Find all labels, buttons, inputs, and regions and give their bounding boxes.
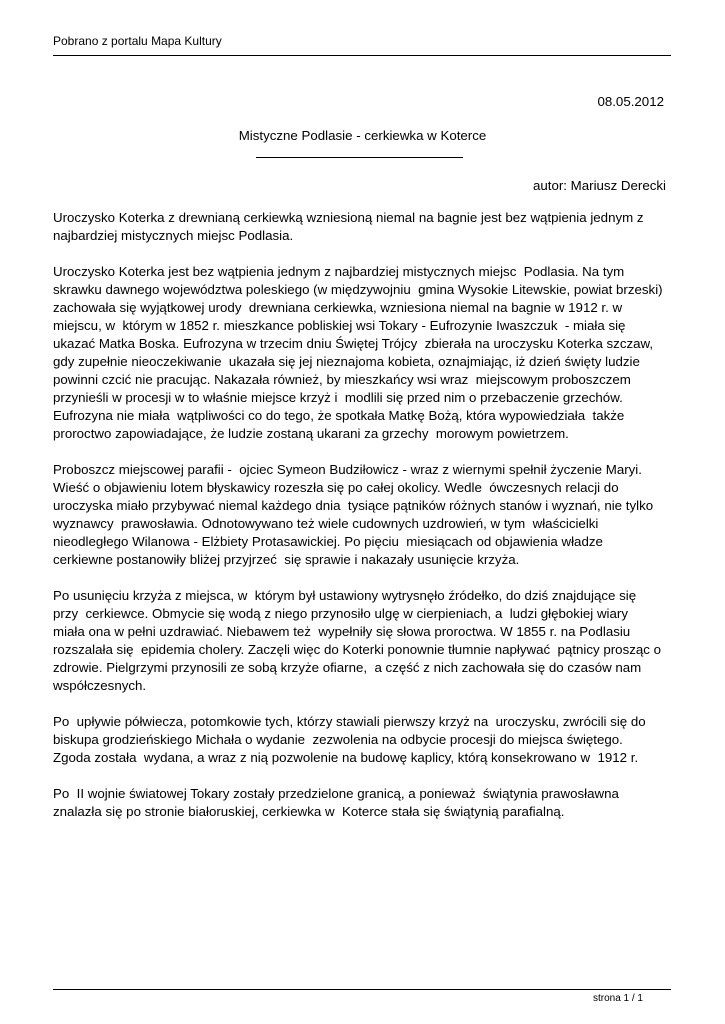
document-title: Mistyczne Podlasie - cerkiewka w Koterce: [238, 128, 487, 143]
paragraph: [53, 713, 675, 767]
paragraph: [53, 785, 675, 821]
paragraph-line: przy cerkiewce. Obmycie się wodą z niego przynosiło ulgę w cierpieniach, a ludzi głębokiej wiary: [53, 606, 628, 621]
paragraph: [53, 263, 675, 443]
document-date: 08.05.2012: [597, 94, 664, 109]
paragraph-line: miała ona w pełni uzdrawiać. Niebawem też wypełniły się słowa proroctwa. W 1855 r. na Podlasiu: [53, 624, 631, 639]
paragraph-line: Eufrozyna nie miała wątpliwości co do tego, że spotkała Matkę Bożą, która wypowiedziała także: [53, 408, 625, 423]
paragraph-line: Po upływie półwiecza, potomkowie tych, którzy stawiali pierwszy krzyż na uroczysku, zwrócili się do: [53, 714, 646, 729]
paragraph-line: uroczyska miało przybywać niemal każdego dnia tysiące pątników różnych stanów i wyznań, nie tylko: [53, 498, 654, 513]
paragraph-line: Po II wojnie światowej Tokary zostały przedzielone granicą, a ponieważ świątynia prawosławna: [53, 786, 619, 801]
paragraph-line: Proboszcz miejscowej parafii - ojciec Symeon Budziłowicz - wraz z wiernymi spełnił życzenie Maryi.: [53, 462, 642, 477]
paragraph-line: skrawku dawnego województwa poleskiego (w międzywojniu gmina Wysokie Litewskie, powiat brzeski): [53, 282, 663, 297]
page-header-source: Pobrano z portalu Mapa Kultury: [53, 34, 222, 48]
paragraph-line: nieodległego Wilanowa - Elżbiety Protasawickiej. Po pięciu miesiącach od objawienia władze: [53, 534, 603, 549]
document-author: autor: Mariusz Derecki: [532, 178, 666, 193]
paragraph-line: rozszalała się epidemia cholery. Zaczęli więc do Koterki ponownie tłumnie napływać pątnicy prosząc o: [53, 642, 662, 657]
paragraph-line: Zgoda została wydana, a wraz z nią pozwolenie na budowę kaplicy, którą konsekrowano w 1912 r.: [53, 750, 639, 765]
paragraph-line: ukazać Matka Boska. Eufrozyna w trzecim dniu Świętej Trójcy zbierała na uroczysku Koterka szczaw,: [53, 336, 654, 351]
paragraph-line: współczesnych.: [53, 678, 147, 693]
paragraph-line: proroctwo zapowiadające, że ludzie zostaną ukarani za grzechy morowym powietrzem.: [53, 426, 569, 441]
footer-divider: [53, 989, 671, 990]
paragraph-line: gdy zupełnie nieoczekiwanie ukazała się jej nieznajoma kobieta, oznajmiając, iż dzień święty ludzie: [53, 354, 640, 369]
paragraph-line: wyznawcy prawosławia. Odnotowywano też wiele cudownych uzdrowień, w tym właścicielki: [53, 516, 599, 531]
paragraph-line: miejscu, w którym w 1852 r. mieszkance pobliskiej wsi Tokary - Eufrozynie Iwaszczuk - miała się: [53, 318, 626, 333]
paragraph-line: zdrowie. Pielgrzymi przynosili ze sobą krzyże ofiarne, a część z nich zachowała się do czasów nam: [53, 660, 642, 675]
title-underline: [256, 157, 463, 158]
header-divider: [53, 55, 671, 56]
paragraph-line: Uroczysko Koterka jest bez wątpienia jednym z najbardziej mistycznych miejsc Podlasia. Na tym: [53, 264, 625, 279]
article-body: [53, 209, 675, 839]
paragraph: [53, 209, 675, 245]
paragraph: [53, 587, 675, 695]
paragraph-line: Wieść o objawieniu lotem błyskawicy rozeszła się po całej okolicy. Wedle ówczesnych relacji do: [53, 480, 619, 495]
paragraph-line: cerkiewne postanowiły bliżej przyjrzeć się sprawie i nakazały usunięcie krzyża.: [53, 552, 520, 567]
paragraph-line: Po usunięciu krzyża z miejsca, w którym był ustawiony wytrysnęło źródełko, do dziś znajdujące się: [53, 588, 637, 603]
paragraph-line: najbardziej mistycznych miejsc Podlasia.: [53, 228, 294, 243]
paragraph-line: przynieśli w procesji w to właśnie miejsce krzyż i modlili się przed nim o przebaczenie grzechów.: [53, 390, 623, 405]
paragraph-line: biskupa grodzieńskiego Michała o wydanie zezwolenia na odbycie procesji do miejsca świętego.: [53, 732, 623, 747]
paragraph-line: zachowała się wyjątkowej urody drewniana cerkiewka, wzniesiona niemal na bagnie w 1912 r. w: [53, 300, 623, 315]
page-number: strona 1 / 1: [592, 993, 643, 1004]
paragraph-line: powinni czcić nie pracując. Nakazała również, by mieszkańcy wsi wraz miejscowym proboszczem: [53, 372, 631, 387]
paragraph-line: Uroczysko Koterka z drewnianą cerkiewką wzniesioną niemal na bagnie jest bez wątpienia jednym z: [53, 210, 644, 225]
paragraph-line: znalazła się po stronie białoruskiej, cerkiewka w Koterce stała się świątynią parafialną.: [53, 804, 565, 819]
paragraph: [53, 461, 675, 569]
